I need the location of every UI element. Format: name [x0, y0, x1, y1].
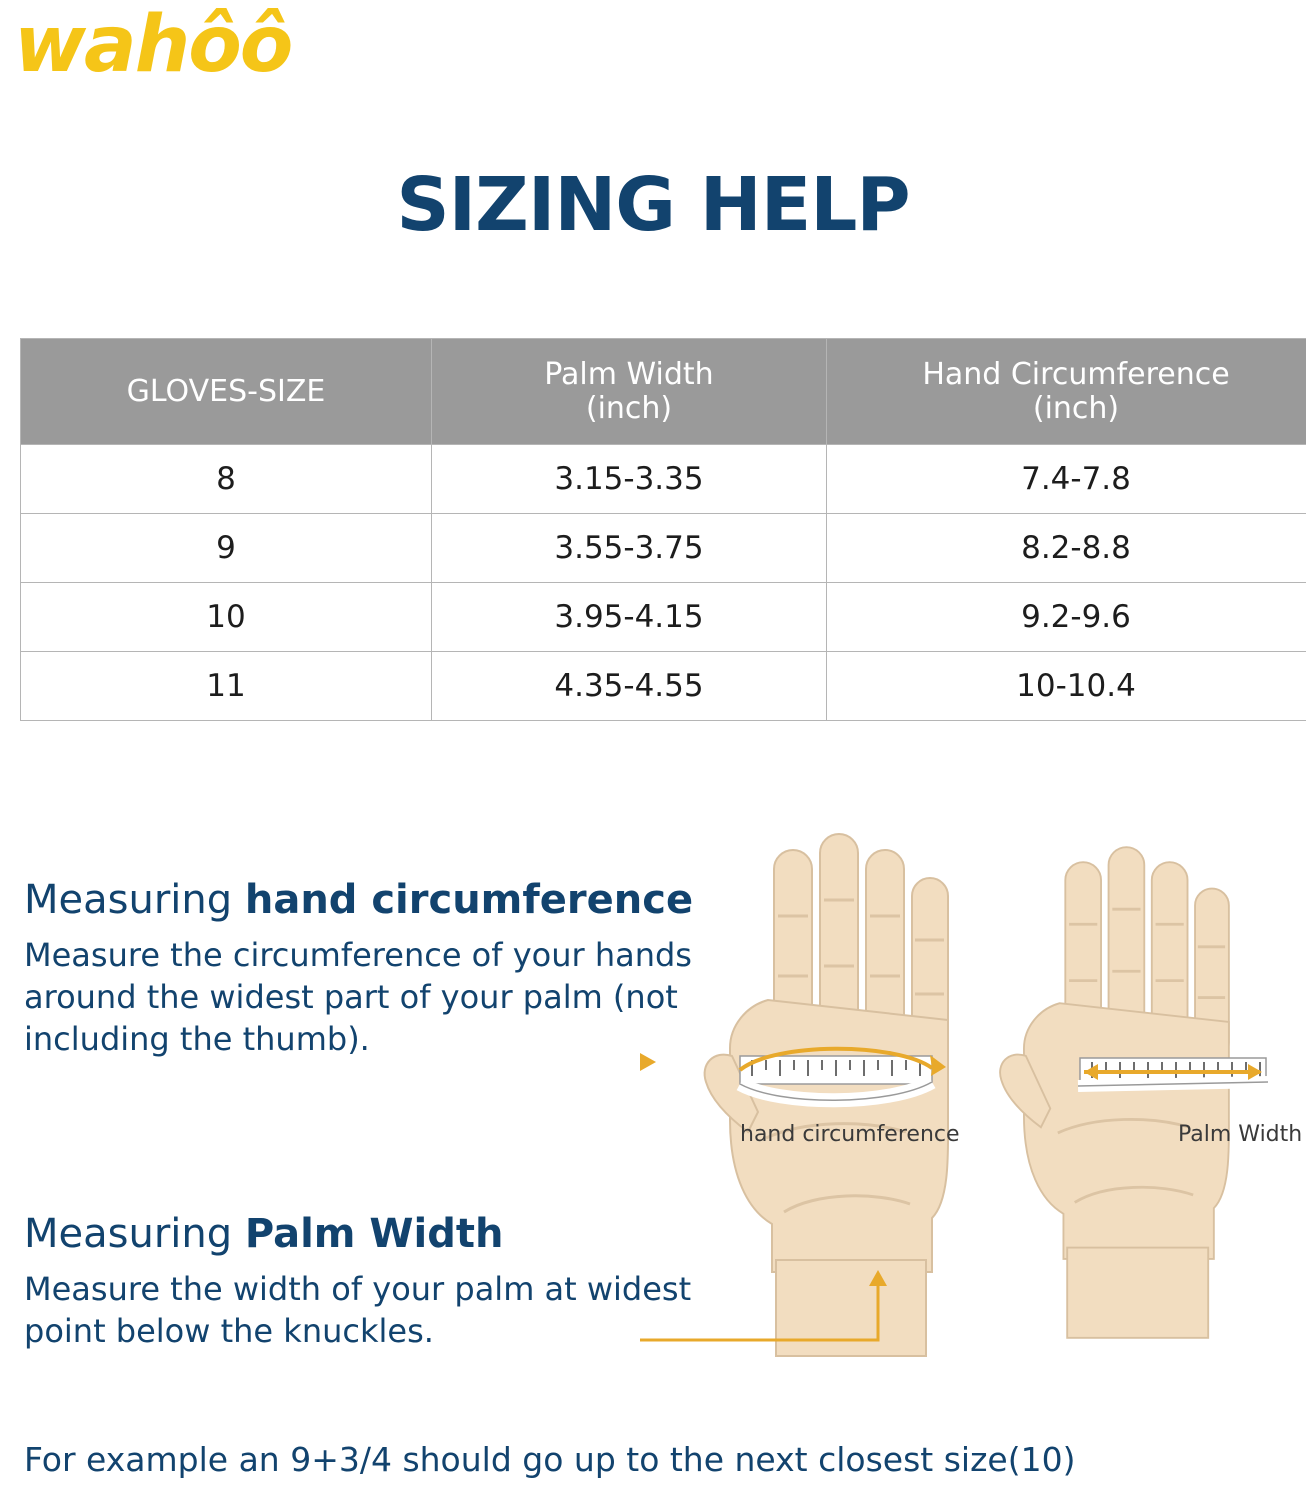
- right-hand: [1000, 847, 1229, 1338]
- circumference-pointer: [640, 1053, 656, 1071]
- cell-hand-circumference: 8.2-8.8: [827, 514, 1306, 583]
- cell-palm-width: 3.95-4.15: [432, 583, 827, 652]
- section-palm-width: [24, 1212, 744, 1352]
- footnote: For example an 9+3/4 should go up to the next closest size(10): [24, 1440, 1076, 1479]
- cell-palm-width: 4.35-4.55: [432, 652, 827, 721]
- page-title: SIZING HELP: [396, 162, 910, 248]
- caption-hand-circumference: hand circumference: [740, 1122, 960, 1147]
- table-row: [21, 445, 1306, 514]
- heading-prefix: Measuring: [24, 1211, 245, 1257]
- cell-size: 9: [21, 514, 432, 583]
- cell-palm-width: 3.55-3.75: [432, 514, 827, 583]
- brand-logo: wahôô: [14, 0, 292, 90]
- table-row: [21, 514, 1306, 583]
- cell-palm-width: 3.15-3.35: [432, 445, 827, 514]
- table-header-hand-circumference-label: Hand Circumference: [922, 356, 1230, 392]
- table-header-gloves-size-label: GLOVES-SIZE: [126, 373, 326, 409]
- section-hand-circumference-heading: [24, 878, 744, 922]
- cell-hand-circumference: 9.2-9.6: [827, 583, 1306, 652]
- sizing-table: [20, 338, 1306, 721]
- cell-size: 8: [21, 445, 432, 514]
- hands-diagram-svg: [640, 820, 1306, 1360]
- heading-emphasis: Palm Width: [244, 1211, 504, 1257]
- table-header-palm-width-unit: (inch): [585, 390, 673, 426]
- cell-hand-circumference: 10-10.4: [827, 652, 1306, 721]
- table-header-hand-circumference-unit: (inch): [1032, 390, 1120, 426]
- table-row: [21, 583, 1306, 652]
- cell-hand-circumference: 7.4-7.8: [827, 445, 1306, 514]
- table-header-palm-width: [432, 339, 827, 445]
- section-hand-circumference-body: Measure the circumference of your hands around the widest part of your palm (not including the thumb).: [24, 936, 692, 1059]
- section-palm-width-heading: [24, 1212, 744, 1256]
- table-header-hand-circumference: [827, 339, 1306, 445]
- cell-size: 10: [21, 583, 432, 652]
- caption-palm-width: Palm Width: [1178, 1122, 1303, 1147]
- hands-illustration: [640, 820, 1306, 1360]
- tape-measure-palm-width: [1078, 1058, 1268, 1086]
- heading-prefix: Measuring: [24, 877, 245, 923]
- table-header-palm-width-label: Palm Width: [544, 356, 714, 392]
- section-hand-circumference: [24, 878, 744, 1061]
- section-palm-width-body: Measure the width of your palm at widest point below the knuckles.: [24, 1270, 692, 1351]
- table-header-gloves-size: [21, 339, 432, 445]
- table-row: [21, 652, 1306, 721]
- heading-emphasis: hand circumference: [244, 877, 694, 923]
- table-header-row: [21, 339, 1306, 445]
- cell-size: 11: [21, 652, 432, 721]
